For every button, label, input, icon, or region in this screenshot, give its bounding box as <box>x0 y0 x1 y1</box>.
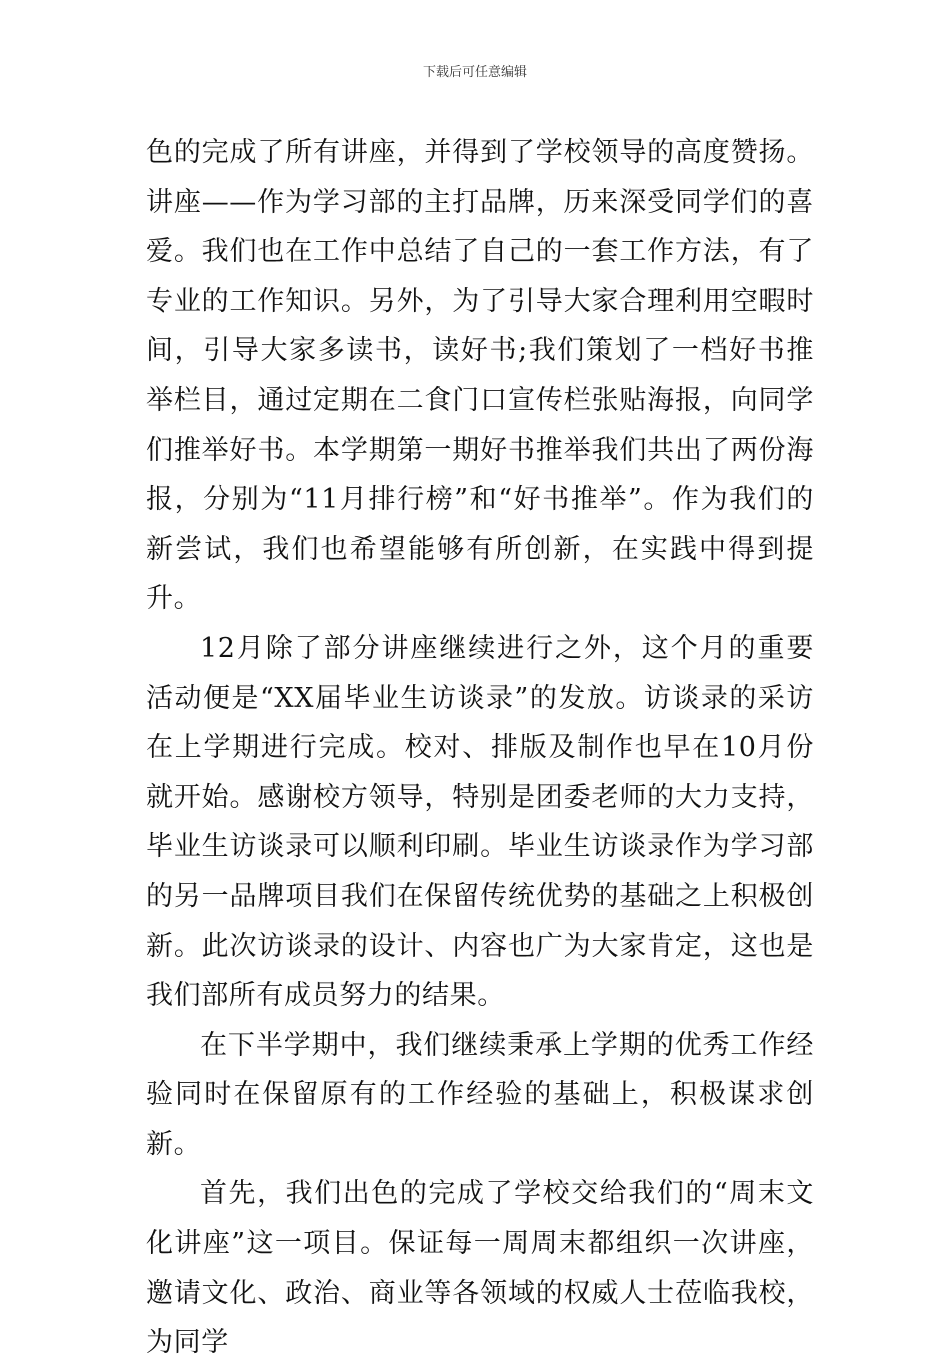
paragraph-continuation: 色的完成了所有讲座，并得到了学校领导的高度赞扬。讲座——作为学习部的主打品牌，历来深受同学们的喜爱。我们也在工作中总结了自己的一套工作方法，有了专业的工作知识。另外，为了引导大家合理利用空暇时间，引导大家多读书，读好书;我们策划了一档好书推举栏目，通过定期在二食门口宣传栏张贴海报，向同学们推举好书。本学期第一期好书推举我们共出了两份海报，分别为“11月排行榜”和“好书推举”。作为我们的新尝试，我们也希望能够有所创新，在实践中得到提升。 <box>146 137 814 615</box>
page-header-note: 下载后可任意编辑 <box>422 65 527 80</box>
paragraph-december: 12月除了部分讲座继续进行之外，这个月的重要活动便是“XX届毕业生访谈录”的发放。访谈录的采访在上学期进行完成。校对、排版及制作也早在10月份就开始。感谢校方领导，特别是团委老师的大力支持，毕业生访谈录可以顺利印刷。毕业生访谈录作为学习部的另一品牌项目我们在保留传统优势的基础之上积极创新。此次访谈录的设计、内容也广为大家肯定，这也是我们部所有成员努力的结果。 <box>146 632 814 1012</box>
paragraph-second-semester: 在下半学期中，我们继续秉承上学期的优秀工作经验同时在保留原有的工作经验的基础上，积极谋求创新。 <box>146 1029 814 1160</box>
paragraph-weekend-lectures: 首先，我们出色的完成了学校交给我们的“周末文化讲座”这一项目。保证每一周周末都组织一次讲座，邀请文化、政治、商业等各领域的权威人士莅临我校，为同学 <box>146 1178 814 1359</box>
document-body <box>146 128 814 1368</box>
